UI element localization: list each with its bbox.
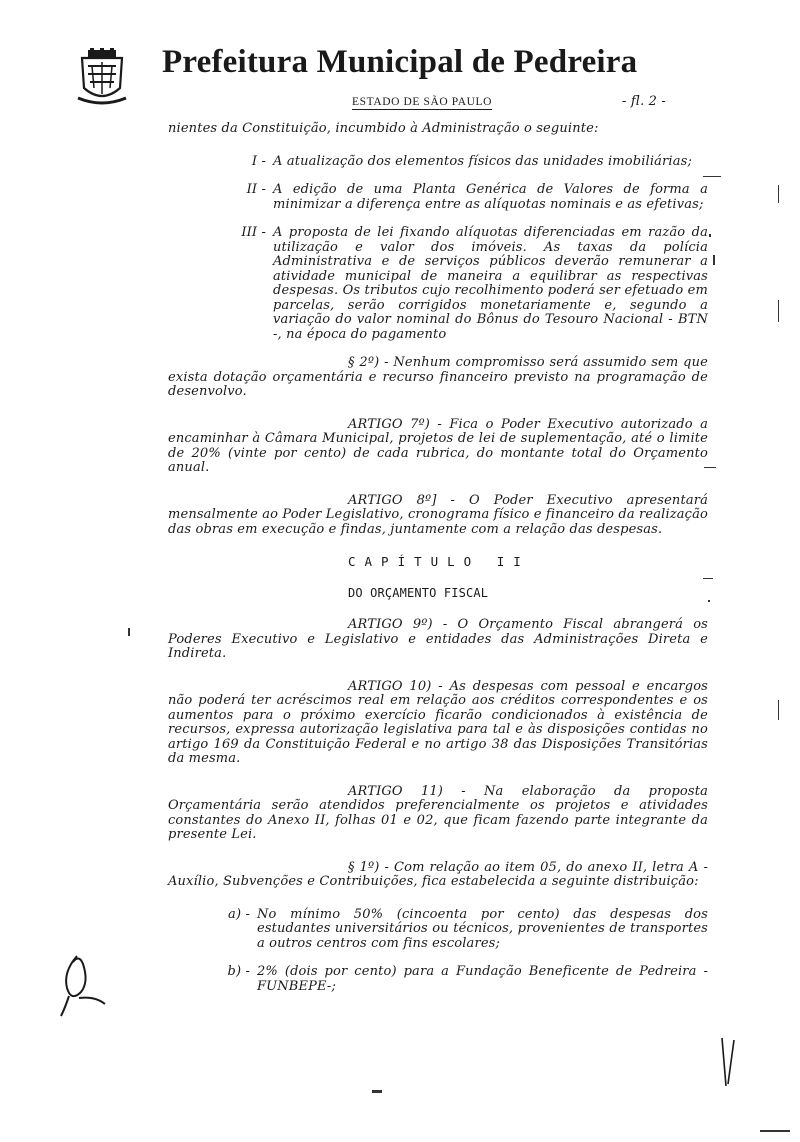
item-marker: II -	[246, 182, 266, 197]
margin-stroke	[718, 1036, 738, 1088]
page-title: Prefeitura Municipal de Pedreira	[162, 44, 638, 80]
article-8: ARTIGO 8º] - O Poder Executivo apresentará mensalmente ao Poder Legislativo, cronograma físico e financeiro da realização das obras em execução e findas, juntamente com a relação das despesas.	[168, 492, 708, 537]
scan-mark	[372, 1090, 382, 1093]
item-marker: b) -	[227, 964, 250, 979]
scan-mark	[713, 255, 715, 265]
list-item	[168, 908, 708, 952]
municipal-crest-icon	[76, 48, 128, 106]
item-marker: I -	[251, 153, 266, 169]
article-11: ARTIGO 11) - Na elaboração da proposta Orçamentária serão atendidos preferencialmente os projetos e atividades constantes do Anexo II, folhas 01 e 02, que ficam fazendo parte integrante da presente Lei.	[168, 783, 708, 842]
paragraph-s1: § 1º) - Com relação ao item 05, do anexo II, letra A - Auxílio, Subvenções e Contribuições, fica estabelecida a seguinte distribuição:	[168, 859, 708, 889]
item-text: A edição de uma Planta Genérica de Valores de forma a minimizar a diferença entre as alíquotas nominais e as efetivas;	[273, 182, 708, 212]
page-number: - fl. 2 -	[622, 94, 666, 109]
scan-mark	[708, 600, 710, 602]
intro-line: nientes da Constituição, incumbido à Administração o seguinte:	[168, 121, 599, 136]
item-text: A atualização dos elementos físicos das unidades imobiliárias;	[273, 153, 692, 169]
paragraph-s2: § 2º) - Nenhum compromisso será assumido sem que exista dotação orçamentária e recurso financeiro previsto na programação de desenvolvo.	[168, 355, 708, 399]
state-line: ESTADO DE SÃO PAULO	[352, 96, 493, 108]
scan-mark	[128, 628, 130, 636]
scan-mark	[778, 185, 779, 203]
article-9: ARTIGO 9º) - O Orçamento Fiscal abrangerá os Poderes Executivo e Legislativo e entidades das Administrações Direta e Indireta.	[168, 617, 708, 661]
item-marker: III -	[241, 225, 266, 240]
list-item	[168, 965, 708, 994]
scan-mark	[709, 234, 711, 237]
item-text: 2% (dois por cento) para a Fundação Beneficente de Pedreira -FUNBEPE-;	[257, 964, 708, 994]
handwritten-initials	[55, 952, 110, 1020]
article-7: ARTIGO 7º) - Fica o Poder Executivo autorizado a encaminhar à Câmara Municipal, projetos de lei de suplementação, até o limite de 20% (vinte por cento) de cada rubrica, do montante total do Orçamento anual.	[168, 416, 708, 475]
article-10: ARTIGO 10) - As despesas com pessoal e encargos não poderá ter acréscimos real em relação aos créditos correspondentes e os aumentos para o próximo exercício ficarão condicionados à existência de recursos, expressa autorização legislativa para tal e às disposições contidas no artigo 169 da Constituição Federal e no artigo 38 das Disposições Transitórias da mesma.	[168, 678, 708, 766]
scan-mark	[704, 467, 716, 468]
list-item	[168, 155, 708, 170]
chapter-subtitle: DO ORÇAMENTO FISCAL	[348, 585, 489, 600]
item-text: No mínimo 50% (cincoenta por cento) das despesas dos estudantes universitários ou técnicos, provenientes de transportes a outros centros com fins escolares;	[257, 906, 708, 951]
chapter-heading: CAPÍTULO II	[348, 554, 530, 569]
list-item	[168, 183, 708, 212]
scan-mark	[703, 176, 721, 177]
scan-mark	[778, 300, 779, 322]
item-marker: a) -	[228, 906, 250, 922]
scan-mark	[703, 578, 713, 579]
list-item	[168, 226, 708, 342]
scan-mark	[760, 1130, 790, 1132]
item-text: A proposta de lei fixando alíquotas diferenciadas em razão da utilização e valor dos imóveis. As taxas da polícia Administrativa e de serviços públicos deverão remunerar a atividade municipal de maneira a equilibrar as respectivas despesas. Os tributos cujo recolhimento poderá ser efetuado em parcelas, serão corrigidos monetariamente e, segundo a variação do valor nominal do Bônus do Tesouro Nacional - BTN -, na época do pagamento	[273, 225, 708, 342]
scan-mark	[778, 700, 779, 720]
document-body	[168, 122, 708, 1008]
